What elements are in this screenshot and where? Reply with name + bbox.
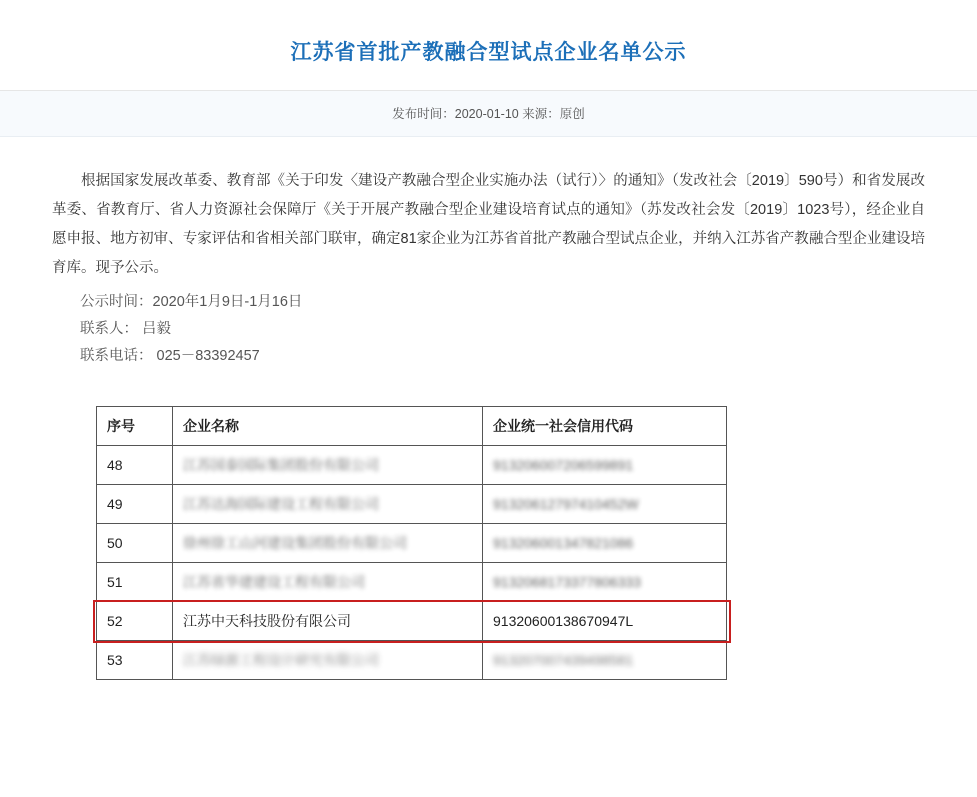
cell-name: 江苏国泰国际集团股份有限公司: [173, 446, 483, 485]
body-area: [0, 137, 977, 680]
cell-name: 江苏达海国际建设工程有限公司: [173, 485, 483, 524]
table-body: [97, 446, 727, 680]
table-row: [97, 563, 727, 602]
table-row: [97, 524, 727, 563]
cell-name: 徐州徐工山河建设集团股份有限公司: [173, 524, 483, 563]
contact-phone-line: 联系电话： 025－83392457: [80, 348, 260, 364]
cell-index: 50: [97, 524, 173, 563]
notice-period-line: 公示时间：2020年1月9日-1月16日: [80, 294, 303, 310]
enterprise-table: [96, 406, 727, 680]
cell-code: 9132068173377806333: [483, 563, 727, 602]
cell-name: 江苏中天科技股份有限公司: [173, 602, 483, 641]
cell-code: 91320612797410452W: [483, 485, 727, 524]
cell-index: 48: [97, 446, 173, 485]
cell-name: 江苏省华建建设工程有限公司: [173, 563, 483, 602]
enterprise-table-wrap: [96, 406, 726, 680]
column-header-index: 序号: [97, 407, 173, 446]
column-header-name: 企业名称: [173, 407, 483, 446]
column-header-code: 企业统一社会信用代码: [483, 407, 727, 446]
cell-index: 53: [97, 641, 173, 680]
cell-code: 913206007206599891: [483, 446, 727, 485]
cell-code: 913206001347821086: [483, 524, 727, 563]
cell-code: 91320600138670947L: [483, 602, 727, 641]
cell-index: 51: [97, 563, 173, 602]
table-row: [97, 485, 727, 524]
publish-meta-text: 发布时间：2020-01-10 来源：原创: [392, 107, 585, 121]
bottom-fade: [0, 713, 977, 797]
publish-meta-bar: [0, 91, 977, 137]
table-header-row: [97, 407, 727, 446]
cell-name: 江苏绿源工程设计研究有限公司: [173, 641, 483, 680]
table-row-highlighted: [97, 602, 727, 641]
cell-index: 52: [97, 602, 173, 641]
contact-person-line: 联系人： 吕毅: [80, 321, 172, 337]
page-title: 江苏省首批产教融合型试点企业名单公示: [290, 41, 687, 64]
table-row: [97, 446, 727, 485]
cell-index: 49: [97, 485, 173, 524]
title-area: [0, 0, 977, 91]
table-row: [97, 641, 727, 680]
main-paragraph: 根据国家发展改革委、教育部《关于印发〈建设产教融合型企业实施办法（试行）〉的通知》（发改社会〔2019〕590号）和省发展改革委、省教育厅、省人力资源社会保障厅《关于开展产教融合型企业建设培育试点的通知》（苏发改社会发〔2019〕1023号），经企业自愿申报、地方初审、专家评估和省相关部门联审，确定81家企业为江苏省首批产教融合型试点企业，并纳入江苏省产教融合型企业建设培育库。现予公示。: [52, 173, 925, 276]
cell-code: 913207007439498581: [483, 641, 727, 680]
